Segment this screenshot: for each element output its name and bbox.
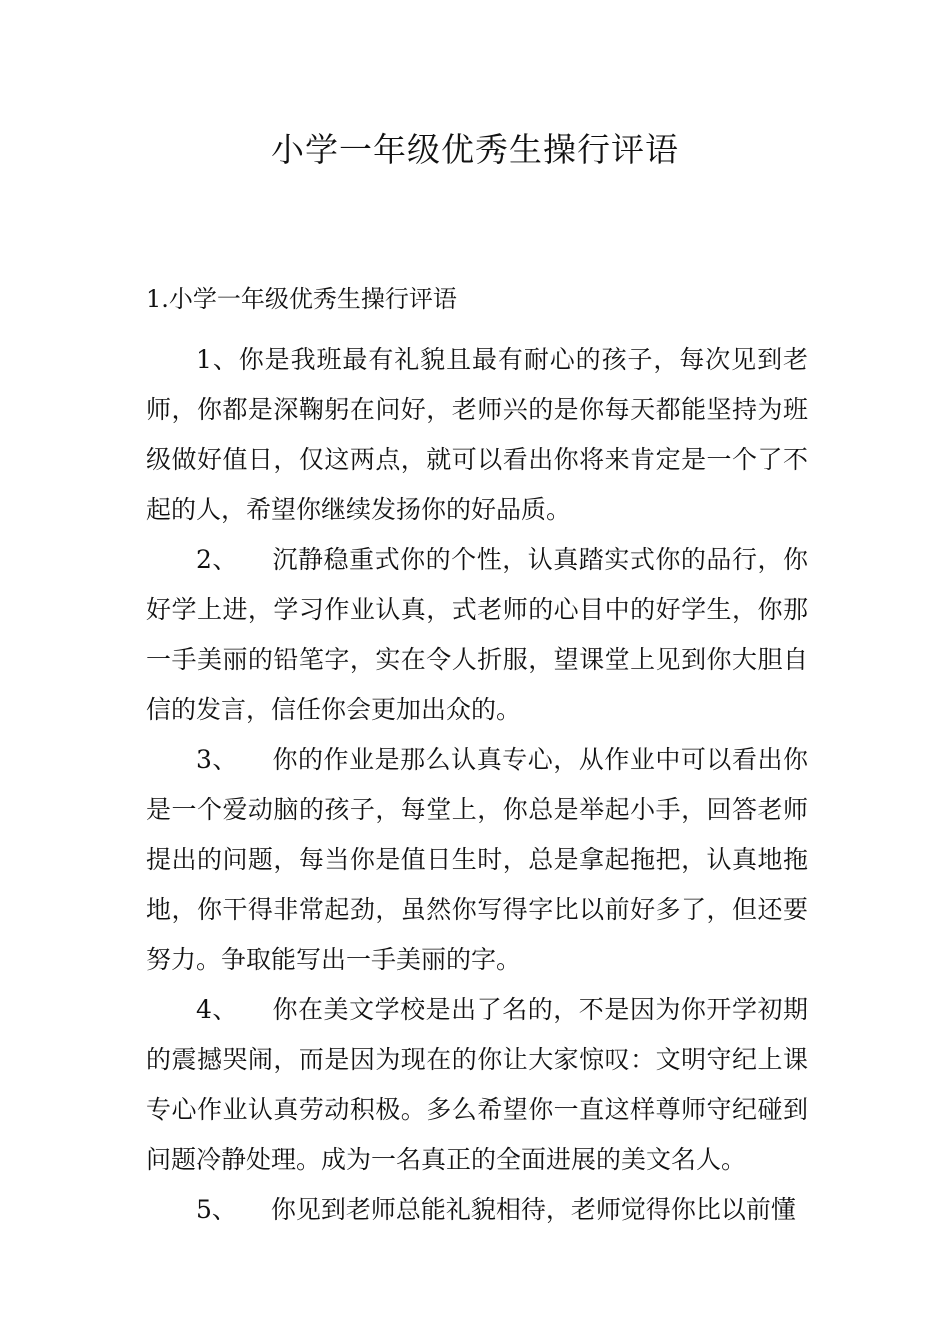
paragraph-number: 3、: [196, 745, 238, 774]
paragraph-number: 2、: [196, 545, 238, 574]
comment-paragraph-4: [146, 985, 808, 1185]
document-body: [146, 335, 808, 1235]
comment-paragraph-2: [146, 535, 808, 735]
paragraph-text: 你在美文学校是出了名的，不是因为你开学初期的震撼哭闹，而是因为现在的你让大家惊叹：文明守纪上课专心作业认真劳动积极。多么希望你一直这样尊师守纪碰到问题冷静处理。成为一名真正的全面进展的美文名人。: [146, 995, 808, 1174]
paragraph-text: 你见到老师总能礼貌相待，老师觉得你比以前懂: [270, 1195, 796, 1224]
comment-paragraph-3: [146, 735, 808, 985]
paragraph-text: 沉静稳重式你的个性，认真踏实式你的品行，你好学上进，学习作业认真，式老师的心目中的好学生，你那一手美丽的铅笔字，实在令人折服，望课堂上见到你大胆自信的发言，信任你会更加出众的。: [146, 545, 808, 724]
paragraph-number: 5、: [196, 1195, 237, 1224]
comment-paragraph-1: [146, 335, 808, 535]
paragraph-number: 1、: [196, 345, 239, 374]
document-title: 小学一年级优秀生操行评语: [271, 130, 679, 169]
paragraph-text: 你是我班最有礼貌且最有耐心的孩子，每次见到老师，你都是深鞠躬在问好，老师兴的是你每天都能坚持为班级做好值日，仅这两点，就可以看出你将来肯定是一个了不起的人，希望你继续发扬你的好品质。: [146, 345, 808, 524]
section-heading: 1.小学一年级优秀生操行评语: [146, 285, 457, 313]
paragraph-number: 4、: [196, 995, 238, 1024]
paragraph-text: 你的作业是那么认真专心，从作业中可以看出你是一个爱动脑的孩子，每堂上，你总是举起小手，回答老师提出的问题，每当你是值日生时，总是拿起拖把，认真地拖地，你干得非常起劲，虽然你写得字比以前好多了，但还要努力。争取能写出一手美丽的字。: [146, 745, 808, 974]
comment-paragraph-5: [146, 1185, 808, 1235]
